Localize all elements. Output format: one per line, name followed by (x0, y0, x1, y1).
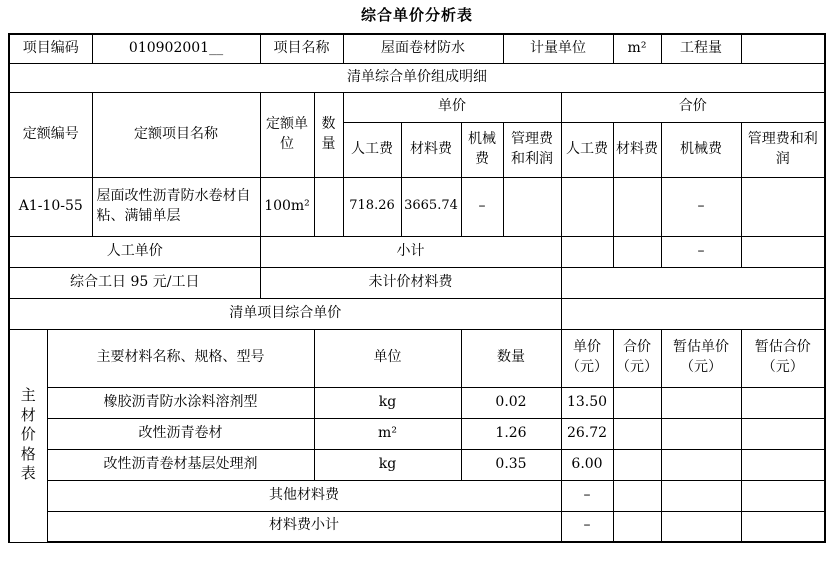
workday-label: 综合工日 95 元/工日 (9, 267, 260, 298)
col-qty: 数量 (314, 92, 343, 177)
col-mgmt: 管理费和利润 (503, 122, 561, 177)
composite-price-row (9, 298, 825, 329)
material-subtotal-price: – (561, 511, 613, 542)
material-qty: 0.35 (461, 449, 561, 480)
col-material-est-total: 暂估合价（元） (741, 329, 825, 387)
header-row (9, 34, 825, 63)
material-subtotal-row (9, 511, 825, 542)
material-total (613, 387, 661, 418)
page-title: 综合单价分析表 (360, 6, 473, 24)
quota-mgmt (503, 177, 561, 236)
col-material: 材料费 (401, 122, 461, 177)
other-material-row (9, 480, 825, 511)
material-subtotal-label: 材料费小计 (47, 511, 561, 542)
material-est-price (661, 449, 741, 480)
material-est-price (661, 418, 741, 449)
col-material-total: 合价（元） (613, 329, 661, 387)
group-unit-price: 单价 (343, 92, 561, 122)
material-subtotal-est-price (661, 511, 741, 542)
other-material-price: – (561, 480, 613, 511)
material-unit: m² (314, 418, 461, 449)
composite-unit-price-label: 清单项目综合单价 (9, 298, 561, 329)
col-material-name: 主要材料名称、规格、型号 (47, 329, 314, 387)
quota-qty (314, 177, 343, 236)
material-subtotal-est-total (741, 511, 825, 542)
col-material-price: 单价（元） (561, 329, 613, 387)
material-est-total (741, 449, 825, 480)
material-name: 橡胶沥青防水涂料溶剂型 (47, 387, 314, 418)
material-total (613, 449, 661, 480)
detail-header-row-1 (9, 92, 825, 122)
material-subtotal-total (613, 511, 661, 542)
material-unit: kg (314, 387, 461, 418)
quota-code: A1-10-55 (9, 177, 92, 236)
material-name: 改性沥青卷材 (47, 418, 314, 449)
col-material-est-price: 暂估单价（元） (661, 329, 741, 387)
unit-label: 计量单位 (503, 34, 613, 63)
quota-unit: 100m² (260, 177, 314, 236)
other-material-total (613, 480, 661, 511)
col-mgmt-total: 管理费和利润 (741, 122, 825, 177)
material-row (9, 418, 825, 449)
material-price: 13.50 (561, 387, 613, 418)
material-est-total (741, 387, 825, 418)
detail-title-row (9, 63, 825, 92)
col-machine-total: 机械费 (661, 122, 741, 177)
material-row (9, 387, 825, 418)
project-name-value: 屋面卷材防水 (343, 34, 503, 63)
quota-material: 3665.74 (401, 177, 461, 236)
quota-mgmt-total (741, 177, 825, 236)
material-total (613, 418, 661, 449)
subtotal-label: 小计 (260, 236, 561, 267)
unpriced-material-value (561, 267, 825, 298)
material-qty: 1.26 (461, 418, 561, 449)
other-material-est-price (661, 480, 741, 511)
labor-unit-price-label: 人工单价 (9, 236, 260, 267)
unit-value: m² (613, 34, 661, 63)
quota-name: 屋面改性沥青防水卷材自粘、满铺单层 (92, 177, 260, 236)
detail-section-title: 清单综合单价组成明细 (9, 63, 825, 92)
col-labor-total: 人工费 (561, 122, 613, 177)
unpriced-material-label: 未计价材料费 (260, 267, 561, 298)
col-quota-name: 定额项目名称 (92, 92, 260, 177)
material-side-label: 主材价格表 (20, 386, 36, 483)
material-unit: kg (314, 449, 461, 480)
material-row (9, 449, 825, 480)
subtotal-labor (561, 236, 613, 267)
other-material-est-total (741, 480, 825, 511)
col-material-qty: 数量 (461, 329, 561, 387)
material-est-total (741, 418, 825, 449)
unit-price-analysis-table (8, 33, 826, 543)
subtotal-material (613, 236, 661, 267)
subtotal-row (9, 236, 825, 267)
material-qty: 0.02 (461, 387, 561, 418)
group-total-price: 合价 (561, 92, 825, 122)
quota-machine-total: – (661, 177, 741, 236)
material-side-label-cell (9, 329, 47, 542)
quota-labor-total (561, 177, 613, 236)
quota-material-total (613, 177, 661, 236)
material-header-row (9, 329, 825, 387)
col-machine: 机械费 (461, 122, 503, 177)
col-quota-unit: 定额单位 (260, 92, 314, 177)
quota-row (9, 177, 825, 236)
quota-labor: 718.26 (343, 177, 401, 236)
subtotal-mgmt (741, 236, 825, 267)
col-material-total: 材料费 (613, 122, 661, 177)
material-name: 改性沥青卷材基层处理剂 (47, 449, 314, 480)
project-code-value: 010902001__ (92, 34, 260, 63)
composite-unit-price-value (561, 298, 825, 329)
material-price: 6.00 (561, 449, 613, 480)
col-quota-code: 定额编号 (9, 92, 92, 177)
quantity-label: 工程量 (661, 34, 741, 63)
unpriced-material-row (9, 267, 825, 298)
quantity-value (741, 34, 825, 63)
material-est-price (661, 387, 741, 418)
other-material-label: 其他材料费 (47, 480, 561, 511)
col-material-unit: 单位 (314, 329, 461, 387)
subtotal-machine: – (661, 236, 741, 267)
material-price: 26.72 (561, 418, 613, 449)
project-name-label: 项目名称 (260, 34, 343, 63)
project-code-label: 项目编码 (9, 34, 92, 63)
col-labor: 人工费 (343, 122, 401, 177)
quota-machine: – (461, 177, 503, 236)
